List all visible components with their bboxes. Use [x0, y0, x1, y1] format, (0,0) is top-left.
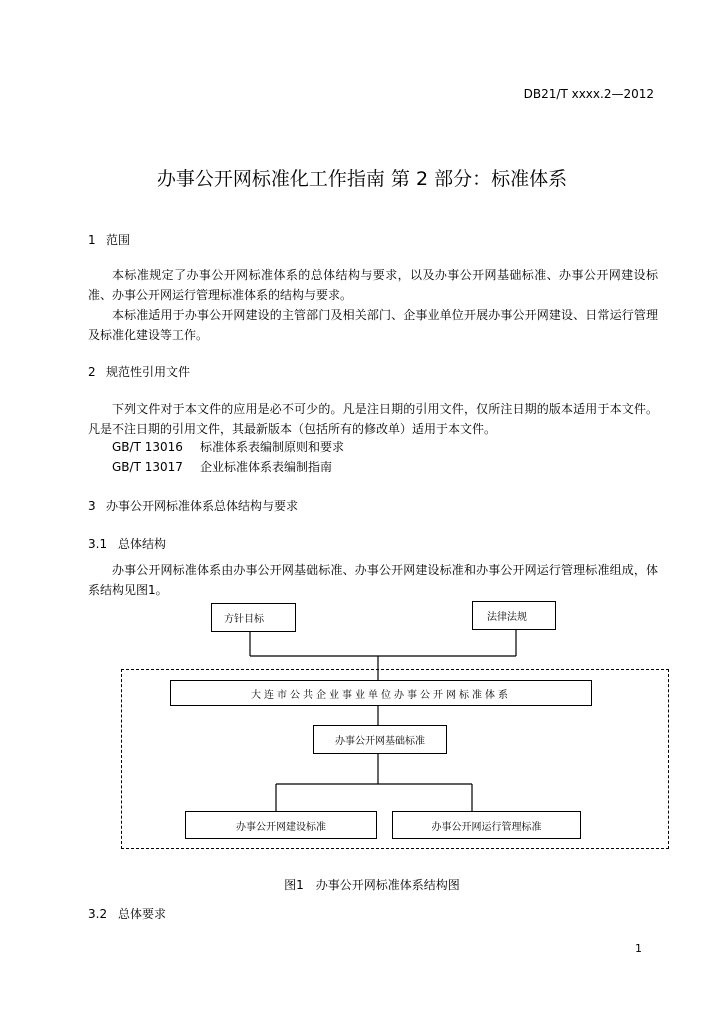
- section-title: 办事公开网标准体系总体结构与要求: [106, 499, 299, 513]
- law-box: [472, 601, 556, 630]
- guideline-label: 方针目标: [224, 614, 264, 625]
- reference-code: GB/T 13017: [112, 460, 183, 474]
- document-title: 办事公开网标准化工作指南 第 2 部分：标准体系: [156, 168, 568, 190]
- standard-code: DB21/T xxxx.2—2012: [523, 87, 654, 101]
- section-title: 总体结构: [118, 537, 167, 551]
- section-2-paragraph-1: 下列文件对于本文件的应用是必不可少的。凡是注日期的引用文件，仅所注日期的版本适用于本文件。凡是不注日期的引用文件，其最新版本（包括所有的修改单）适用于本文件。: [88, 402, 658, 436]
- page-number: 1: [635, 942, 642, 955]
- reference-title: 标准体系表编制原则和要求: [200, 440, 345, 454]
- section-number: 2: [88, 365, 96, 379]
- section-1-paragraph-2: 本标准适用于办事公开网建设的主管部门及相关部门、企事业单位开展办事公开网建设、日常运行管理及标准化建设等工作。: [88, 308, 658, 342]
- guideline-box: [211, 603, 296, 632]
- section-number: 3.2: [88, 907, 108, 921]
- section-title: 范围: [106, 233, 131, 247]
- section-number: 3: [88, 499, 96, 513]
- section-1-paragraph-1: 本标准规定了办事公开网标准体系的总体结构与要求，以及办事公开网基础标准、办事公开网建设标准、办事公开网运行管理标准体系的结构与要求。: [88, 268, 658, 302]
- section-3-1-paragraph-1: 办事公开网标准体系由办事公开网基础标准、办事公开网建设标准和办事公开网运行管理标准组成，体系结构见图1。: [88, 563, 658, 597]
- law-label: 法律法规: [487, 612, 527, 623]
- section-3-2-heading: [88, 905, 166, 922]
- section-title: 规范性引用文件: [106, 365, 191, 379]
- standard-system-box: [170, 680, 592, 706]
- standard-system-label: 大连市公共企业事业单位办事公开网标准体系: [251, 689, 511, 701]
- section-title: 总体要求: [118, 907, 167, 921]
- basic-standard-label: 办事公开网基础标准: [335, 736, 425, 747]
- operation-standard-box: [392, 811, 581, 839]
- section-number: 3.1: [88, 537, 108, 551]
- figure-caption: 图1 办事公开网标准体系结构图: [284, 878, 460, 892]
- basic-standard-box: [313, 725, 447, 754]
- reference-title: 企业标准体系表编制指南: [200, 460, 333, 474]
- construction-standard-label: 办事公开网建设标准: [236, 821, 326, 833]
- section-number: 1: [88, 233, 96, 247]
- construction-standard-box: [185, 811, 377, 839]
- operation-standard-label: 办事公开网运行管理标准: [431, 821, 542, 833]
- reference-code: GB/T 13016: [112, 440, 183, 454]
